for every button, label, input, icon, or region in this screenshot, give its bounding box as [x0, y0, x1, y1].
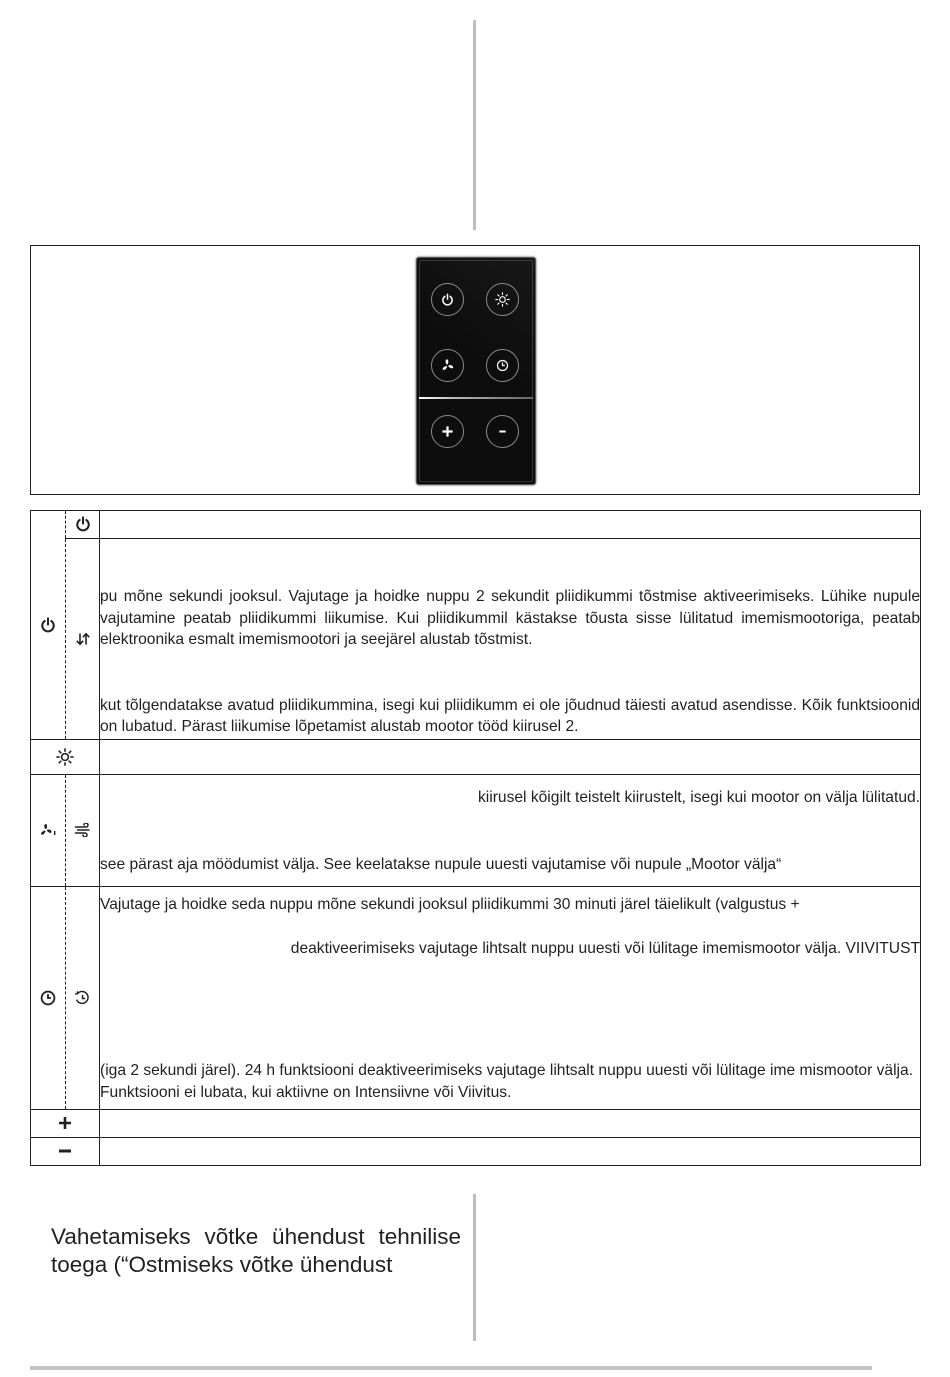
fan-icon	[39, 823, 57, 837]
service-contact-note: Vahetamiseks võtke ühendust tehnilise toega (“Ostmiseks võtke ühendust	[51, 1224, 461, 1277]
panel-light-button	[486, 283, 519, 316]
plus-description	[100, 1110, 921, 1138]
fan-sub-icon-cell	[66, 775, 100, 887]
power-icon	[75, 516, 91, 532]
power-icon	[441, 293, 454, 306]
light-description	[100, 740, 921, 775]
power-icon	[40, 617, 56, 633]
light-icon-cell	[31, 740, 100, 775]
timer-description	[100, 887, 921, 1110]
table-row-power	[31, 511, 921, 539]
timer-icon	[40, 990, 56, 1006]
bottom-column-divider	[473, 1194, 476, 1341]
top-column-divider	[473, 20, 476, 230]
light-icon	[495, 292, 510, 307]
panel-minus-button	[486, 415, 519, 448]
minus-icon-cell	[31, 1138, 100, 1166]
fan-main-icon-cell	[31, 775, 66, 887]
table-row-timer	[31, 887, 921, 1110]
lift-paragraph-1: pu mõne sekundi jooksul. Vajutage ja hoidke nuppu 2 sekundit pliidikummi tõstmise aktiveerimiseks. Lühike nupule vajutamine peatab pliidikummi liikumise. Kui pliidikummil kästakse tõusta sisse lülitatud imemismootoriga, peatab elektroonika esmalt imemismootori ja seejärel alustab tõstmist.	[100, 588, 920, 649]
function-table	[30, 510, 921, 1166]
plus-icon-cell	[31, 1110, 100, 1138]
wind-icon	[74, 823, 92, 837]
power-description	[100, 511, 921, 539]
fan-description	[100, 775, 921, 887]
table-row-fan	[31, 775, 921, 887]
panel-separator	[419, 397, 533, 399]
timer-paragraph-1: Vajutage ja hoidke seda nuppu mõne sekundi jooksul pliidikummi 30 minuti järel täielikult (valgustus +	[100, 896, 800, 913]
minus-icon	[497, 426, 508, 437]
panel-fan-button	[431, 349, 464, 382]
timer-paragraph-2: deaktiveerimiseks vajutage lihtsalt nuppu uuesti või lülitage imemismootor välja. VIIVITUST	[290, 939, 920, 957]
table-row-minus	[31, 1138, 921, 1166]
timer-main-icon-cell	[31, 887, 66, 1110]
power-main-icon-cell	[31, 511, 66, 740]
panel-timer-button	[486, 349, 519, 382]
panel-power-button	[431, 283, 464, 316]
clock-icon	[74, 990, 91, 1006]
plus-icon	[58, 1116, 72, 1130]
plus-icon	[441, 425, 454, 438]
table-row-lift	[31, 539, 921, 740]
timer-icon	[496, 359, 509, 372]
fan-paragraph-1: kiirusel kõigilt teistelt kiirustelt, isegi kui mootor on välja lülitatud.	[477, 789, 920, 806]
footer-rule	[30, 1366, 872, 1370]
timer-paragraph-3: (iga 2 sekundi järel). 24 h funktsiooni deaktiveerimiseks vajutage lihtsalt nuppu uuesti või lülitage ime mismootor välja. Funktsiooni ei lubata, kui aktiivne on Intensiivne või Viivitus.	[100, 1062, 914, 1101]
minus-description	[100, 1138, 921, 1166]
fan-icon	[440, 358, 455, 373]
up-down-arrows-icon	[75, 632, 91, 646]
table-row-plus	[31, 1110, 921, 1138]
light-icon	[56, 748, 74, 766]
lift-description	[100, 539, 921, 740]
control-panel-figure	[30, 245, 920, 495]
table-row-light	[31, 740, 921, 775]
minus-icon	[58, 1144, 72, 1158]
power-sub-icon-cell	[66, 511, 100, 539]
control-panel	[416, 257, 536, 485]
lift-paragraph-2: kut tõlgendatakse avatud pliidikummina, isegi kui pliidikumm ei ole jõudnud täiesti avatud asendisse. Kõik funktsioonid on lubatud. Pärast liikumise lõpetamist alustab mootor tööd kiirusel 2.	[100, 696, 920, 736]
lift-sub-icon-cell	[66, 539, 100, 740]
fan-paragraph-2: see pärast aja möödumist välja. See keelatakse nupule uuesti vajutamise või nupule „Mootor välja“	[100, 855, 782, 873]
panel-plus-button	[431, 415, 464, 448]
timer-sub-icon-cell	[66, 887, 100, 1110]
